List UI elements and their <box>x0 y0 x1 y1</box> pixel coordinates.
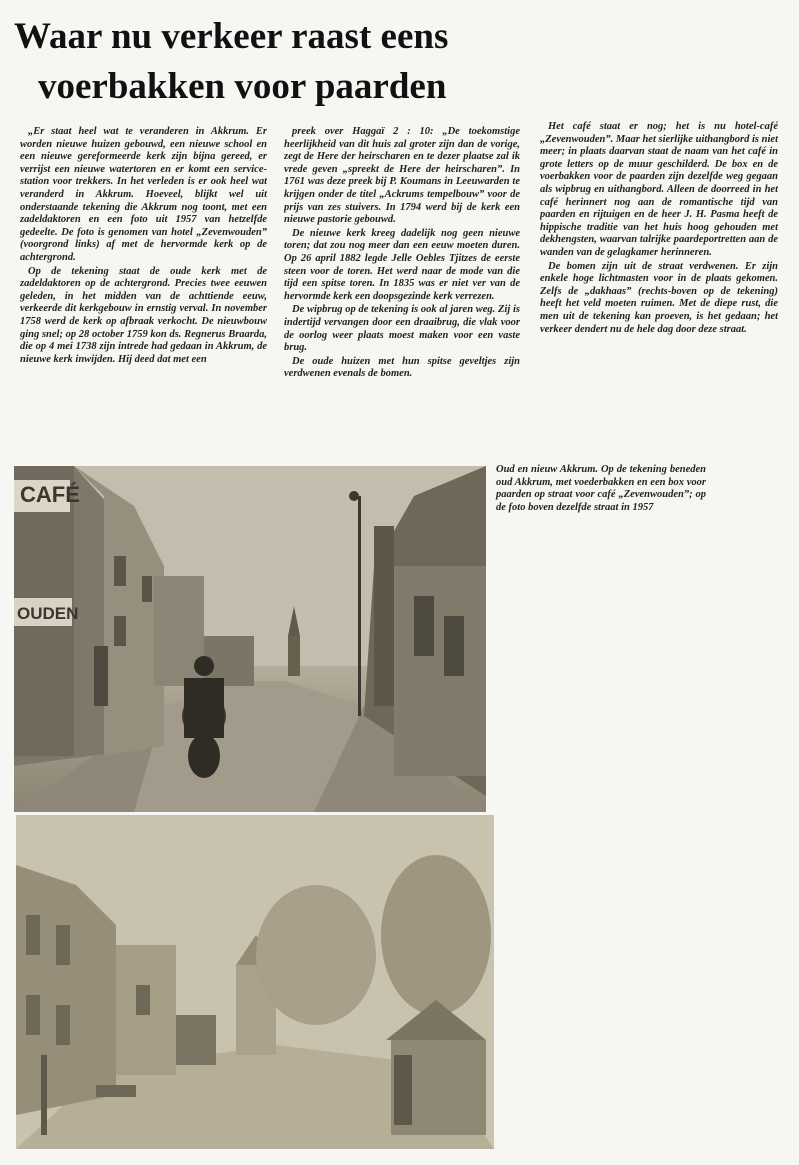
column-3-paragraph: Het café staat er nog; het is nu hotel-café „Zevenwouden”. Maar het sierlijke uithangbord is niet meer; in plaats daarvan staat de naam van het café in grote letters op de muur geschilderd. De box en de voerbakken voor de paarden zijn dezelfde weg gegaan als wipbrug en uithangbord. Alleen de doorreed in het café herinnert nog aan de romantische tijd van paarden en rijtuigen en de heer J. H. Pasma heeft de hippische traditie van het huis hoog gehouden met dekhengsten, waarvan talrijke paardeportretten aan de wanden van de gelagkamer herinneren. <box>540 121 778 258</box>
article-column-3 <box>540 121 778 426</box>
drawing-illustration <box>16 815 494 1149</box>
photo-sign-top: CAFÉ <box>20 482 80 507</box>
column-1-paragraph: Op de tekening staat de oude kerk met de zadeldaktoren op de achtergrond. Precies twee eeuwen geleden, in het midden van de achttiende eeuw, verkeerde dit kerkgebouw in ernstig verval. In november 1758 werd de kerk op afbraak verkocht. De nieuwbouw ging snel; op 28 october 1759 kon ds. Regnerus Braarda, die op 4 mei 1738 zijn intrede had gedaan in Akkrum, de nieuwe kerk inwijden. Hij deed dat met een <box>20 265 267 365</box>
article-column-2 <box>284 126 520 444</box>
column-2-paragraph: De oude huizen met hun spitse geveltjes zijn verdwenen evenals de bomen. <box>284 355 520 380</box>
street-photo-illustration <box>14 466 486 812</box>
headline <box>14 12 514 112</box>
column-2-paragraph: De wipbrug op de tekening is ook al jaren weg. Zij is indertijd vervangen door een draaibrug, die vlak voor de oorlog weer plaats moest maken voor een vaste brug. <box>284 304 520 354</box>
headline-line-1: Waar nu verkeer raast eens <box>14 16 449 57</box>
column-1-paragraph: „Er staat heel wat te veranderen in Akkrum. Er worden nieuwe huizen gebouwd, een nieuwe school en een nieuwe gereformeerde kerk zijn bijna gereed, er verrijst een nieuwe watertoren en er komt een service-station voor trekkers. In het verleden is er ook heel wat veranderd in Akkrum. Hoeveel, blijkt wel uit onderstaande tekening die Akkrum nog toont, met een zadeldaktoren en een foto uit 1957 van hetzelfde gedeelte. De foto is genomen van hotel „Zevenwouden” (voorgrond links) af met de hervormde kerk op de achtergrond. <box>20 126 267 263</box>
column-3-paragraph: De bomen zijn uit de straat verdwenen. Er zijn enkele hoge lichtmasten voor in de plaats gekomen. Zelfs de „dakhaas” (rechts-boven op de tekening) heeft het veld moeten ruimen. Met de diepe rust, die men uit de tekening kan proeven, is het gedaan; het verkeer dendert nu de hele dag door deze straat. <box>540 260 778 335</box>
article-column-1 <box>20 126 267 446</box>
headline-line-2: voerbakken voor paarden <box>38 66 447 107</box>
column-2-paragraph: preek over Haggaï 2 : 10: „De toekomstige heerlijkheid van dit huis zal groter zijn dan de vorige, zegt de Here der heirscharen en te dezer plaatse zal ik vrede geven „spreekt de Here der heirscharen”. In 1761 was deze preek bij P. Koumans in Leeuwarden te krijgen onder de titel „Ackrums tempelbouw” voor de prijs van zes stuivers. In 1794 werd bij de kerk een nieuwe pastorie gebouwd. <box>284 126 520 226</box>
photo-sign-bottom: OUDEN <box>17 604 79 623</box>
column-2-paragraph: De nieuwe kerk kreeg dadelijk nog geen nieuwe toren; dat zou nog meer dan een eeuw moeten duren. Op 26 april 1882 legde Jelle Oebles Tjitzes de eerste steen voor de toren. Het werd naar de mode van die tijd een spitse toren. In 1835 was er niet ver van de hervormde kerk een doopsgezinde kerk verrezen. <box>284 227 520 302</box>
street-photo-1957 <box>14 466 486 812</box>
image-caption: Oud en nieuw Akkrum. Op de tekening beneden oud Akkrum, met voederbakken en een box voor paarden op straat voor café „Zevenwouden”; op de foto boven dezelfde straat in 1957 <box>496 464 706 513</box>
old-akkrum-drawing <box>16 815 494 1149</box>
